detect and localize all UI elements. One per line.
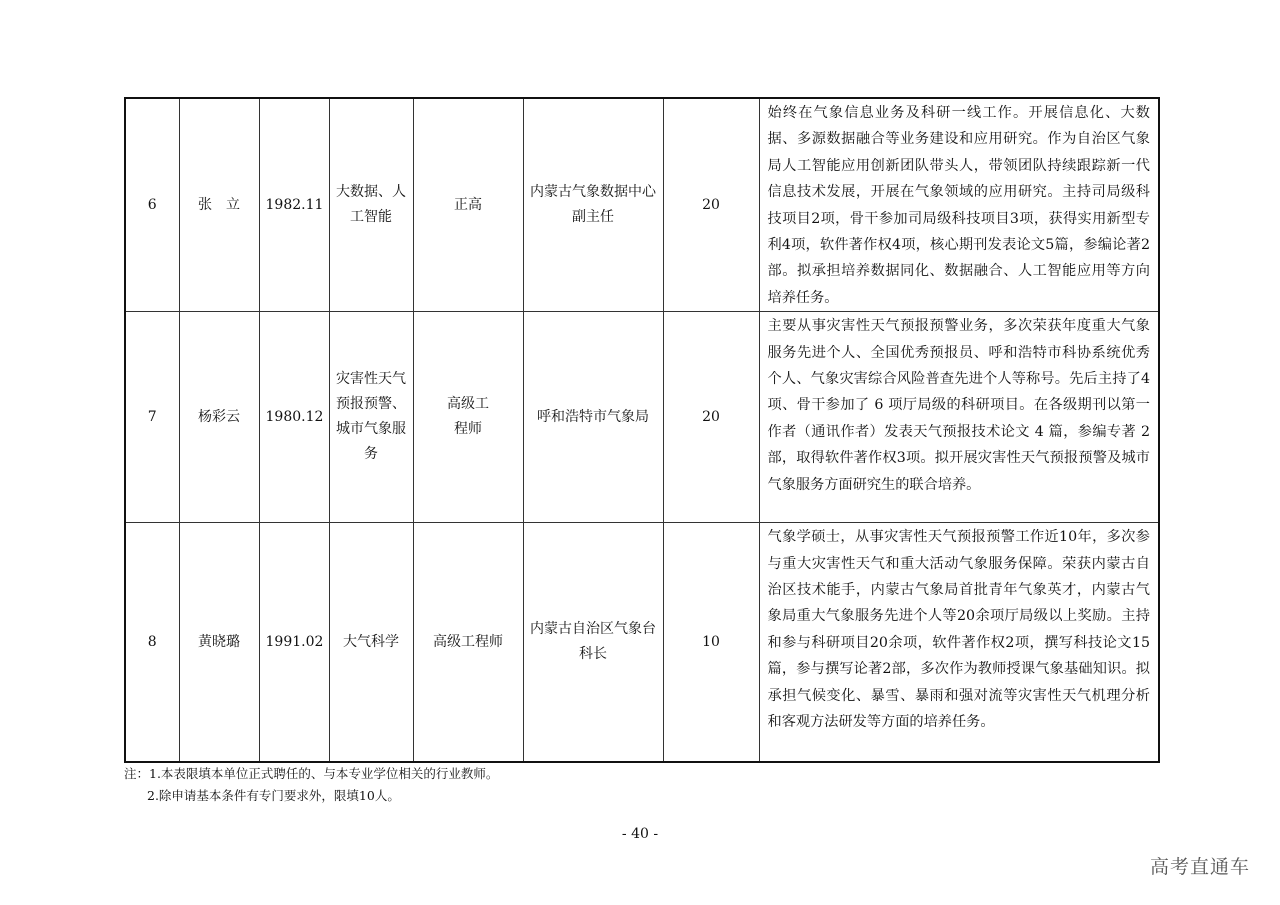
student-count: 20 (663, 312, 759, 523)
work-position: 内蒙古自治区气象台科长 (523, 523, 663, 762)
watermark-text: 高考直通车 (1149, 856, 1250, 878)
work-position: 呼和浩特市气象局 (523, 312, 663, 523)
teacher-description: 始终在气象信息业务及科研一线工作。开展信息化、大数据、多源数据融合等业务建设和应用研究。作为自治区气象局人工智能应用创新团队带头人，带领团队持续跟踪新一代信息技术发展，开展在气象领域的应用研究。主持司局级科技项目2项，骨干参加司局级科技项目3项，获得实用新型专利4项，软件著作权4项，核心期刊发表论文5篇，参编论著2部。拟承担培养数据同化、数据融合、人工智能应用等方向培养任务。 (759, 98, 1159, 312)
row-index: 8 (125, 523, 179, 762)
student-count: 20 (663, 98, 759, 312)
birth-date: 1982.11 (259, 98, 329, 312)
research-field: 大气科学 (329, 523, 413, 762)
teacher-name: 张 立 (179, 98, 259, 312)
birth-date: 1980.12 (259, 312, 329, 523)
table-notes (124, 763, 498, 807)
table-row (125, 312, 1159, 523)
teacher-table (124, 97, 1160, 763)
row-index: 6 (125, 98, 179, 312)
teacher-description: 主要从事灾害性天气预报预警业务，多次荣获年度重大气象服务先进个人、全国优秀预报员、呼和浩特市科协系统优秀个人、气象灾害综合风险普查先进个人等称号。先后主持了4项、骨干参加了 6 项厅局级的科研项目。在各级期刊以第一作者（通讯作者）发表天气预报技术论文 4 篇，参编专著 2 部，取得软件著作权3项。拟开展灾害性天气预报预警及城市气象服务方面研究生的联合培养。 (759, 312, 1159, 523)
professional-title: 高级工程师 (413, 523, 523, 762)
teacher-description: 气象学硕士，从事灾害性天气预报预警工作近10年，多次参与重大灾害性天气和重大活动气象服务保障。荣获内蒙古自治区技术能手，内蒙古气象局首批青年气象英才，内蒙古气象局重大气象服务先进个人等20余项厅局级以上奖励。主持和参与科研项目20余项，软件著作权2项，撰写科技论文15篇，参与撰写论著2部，多次作为教师授课气象基础知识。拟承担气候变化、暴雪、暴雨和强对流等灾害性天气机理分析和客观方法研发等方面的培养任务。 (759, 523, 1159, 762)
professional-title: 正高 (413, 98, 523, 312)
page-number: - 40 - (621, 826, 659, 842)
birth-date: 1991.02 (259, 523, 329, 762)
research-field: 大数据、人工智能 (329, 98, 413, 312)
table-row (125, 98, 1159, 312)
note-line-1: 注：1.本表限填本单位正式聘任的、与本专业学位相关的行业教师。 (124, 766, 499, 781)
teacher-name: 黄晓璐 (179, 523, 259, 762)
work-position: 内蒙古气象数据中心副主任 (523, 98, 663, 312)
student-count: 10 (663, 523, 759, 762)
table-row (125, 523, 1159, 762)
teacher-name: 杨彩云 (179, 312, 259, 523)
row-index: 7 (125, 312, 179, 523)
research-field: 灾害性天气预报预警、城市气象服务 (329, 312, 413, 523)
professional-title: 高级工程师 (413, 312, 523, 523)
note-line-2: 2.除申请基本条件有专门要求外，限填10人。 (147, 788, 400, 803)
